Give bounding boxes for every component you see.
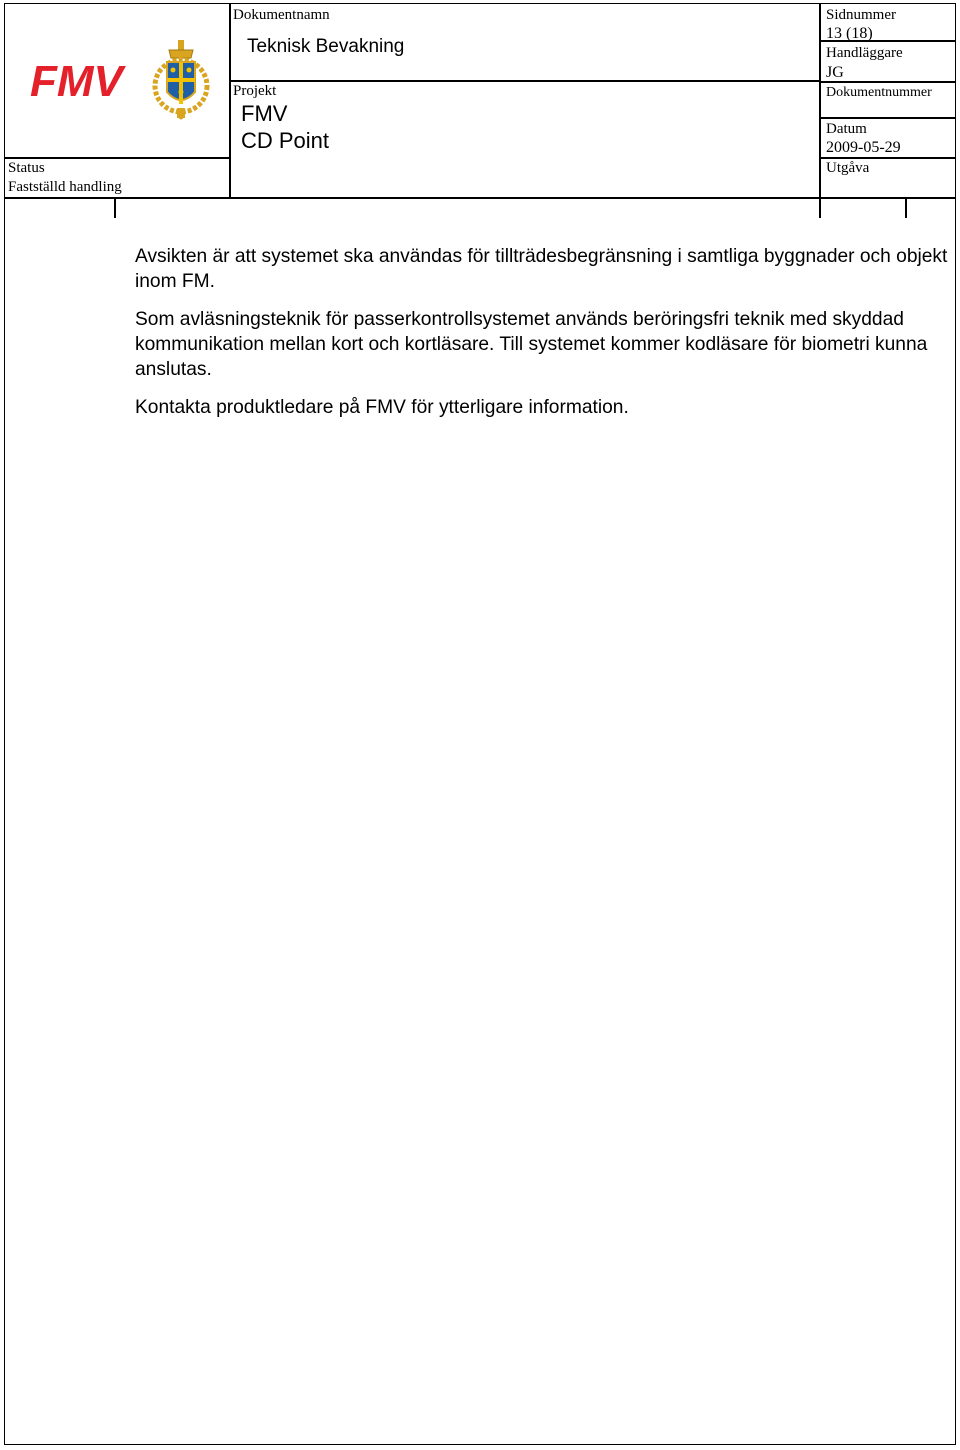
header-rule-project	[229, 80, 820, 82]
status-value: Fastställd handling	[8, 179, 122, 195]
page-number-value: 13 (18)	[826, 25, 873, 42]
status-label: Status	[8, 160, 45, 176]
fmv-logo-wordmark: FMV	[30, 57, 123, 106]
header-rule-docnumber	[819, 117, 956, 119]
crest-icon	[155, 40, 207, 120]
handler-label: Handläggare	[826, 45, 903, 61]
header-divider-right	[819, 3, 821, 198]
document-body	[135, 244, 953, 433]
project-label: Projekt	[233, 83, 277, 99]
body-paragraph-2: Som avläsningsteknik för passerkontrollsystemet används beröringsfri teknik med skyddad kommunikation mellan kort och kortläsare. Till systemet kommer kodläsare för biometri kunna anslutas.	[135, 309, 928, 380]
header-bottom-rule	[4, 197, 956, 199]
handler-value: JG	[826, 64, 844, 81]
body-paragraph-1: Avsikten är att systemet ska användas för tillträdesbegränsning i samtliga byggnader och objekt inom FM.	[135, 246, 948, 292]
date-value: 2009-05-29	[826, 139, 901, 156]
project-line-1: FMV	[241, 101, 288, 126]
body-paragraph-3: Kontakta produktledare på FMV för ytterligare information.	[135, 397, 629, 418]
document-name-label: Dokumentnamn	[233, 7, 330, 23]
document-name-value: Teknisk Bevakning	[247, 36, 405, 57]
header-divider-left	[229, 3, 231, 198]
date-label: Datum	[826, 121, 867, 137]
header-tick-1	[114, 198, 116, 218]
document-number-label: Dokumentnummer	[826, 85, 932, 100]
project-line-2: CD Point	[241, 128, 330, 153]
edition-label: Utgåva	[826, 160, 870, 176]
fmv-logo	[28, 38, 218, 120]
header-tick-3	[905, 198, 907, 218]
page-frame	[4, 3, 956, 1445]
fmv-logo-graphic	[28, 38, 218, 120]
header-tick-2	[819, 198, 821, 218]
page-number-label: Sidnummer	[826, 7, 896, 23]
